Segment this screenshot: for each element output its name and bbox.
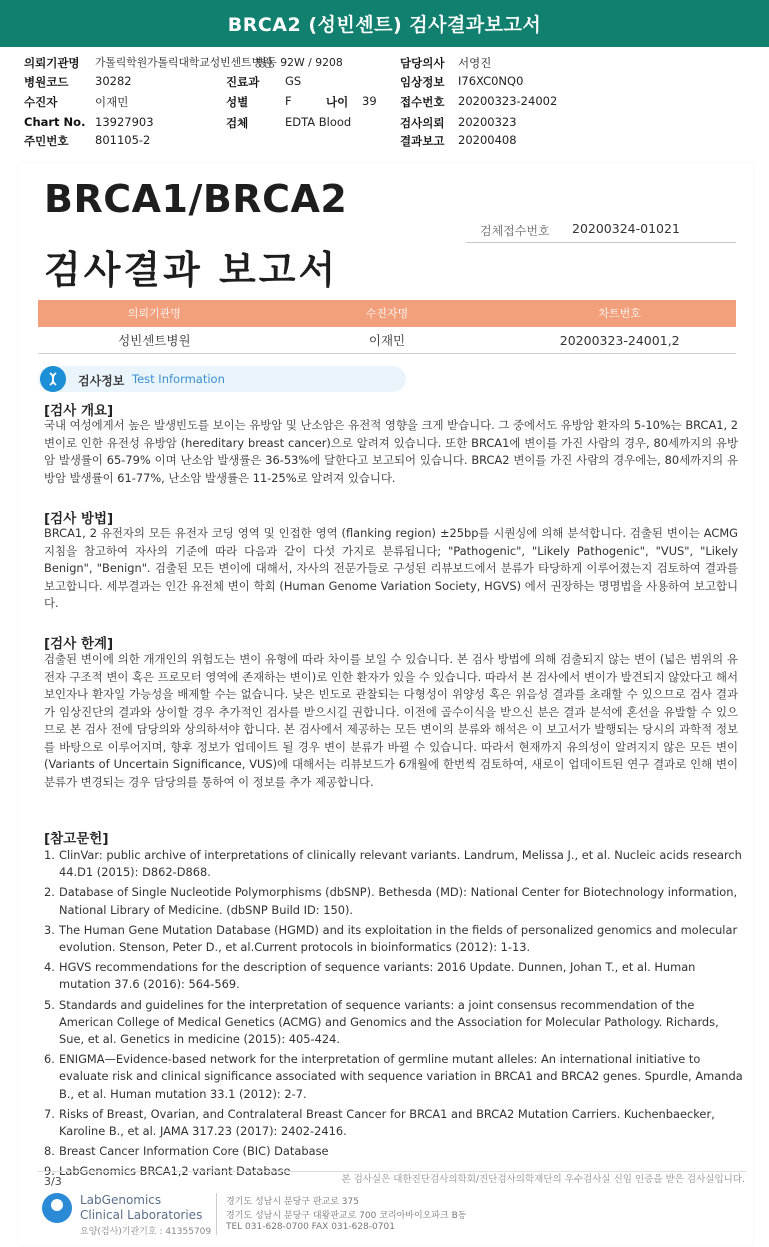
sample-number-box (466, 215, 736, 243)
lab-name: LabGenomics (80, 1193, 162, 1207)
meta-value: 39 (362, 94, 377, 108)
lab-subname: Clinical Laboratories (80, 1208, 203, 1222)
meta-label: 주민번호 (24, 134, 69, 148)
sample-number-label: 검체접수번호 (480, 224, 550, 238)
table-cell: 20200323-24001,2 (559, 333, 680, 348)
report-title-line1: BRCA1/BRCA2 (44, 177, 348, 221)
meta-label: 진료과 (226, 75, 260, 89)
meta-value: GS (285, 74, 302, 88)
reference-text: ENIGMA—Evidence-based network for the interpretation of germline mutant alleles: An international initiative to evaluate risk and clinical significance associated with sequence variation in BRCA1 and BRCA2 genes. Spurdle, Amanda B., et al. Human mutation 33.1 (2012): 2-7. (59, 1052, 743, 1101)
meta-label: 검체 (226, 116, 249, 130)
section-title-en: Test Information (132, 372, 225, 386)
table-header-cell: 수진자명 (365, 307, 409, 320)
footer-separator (216, 1193, 217, 1235)
meta-value: 가톨릭학원가톨릭대학교성빈센트병원 (95, 56, 273, 69)
list-item: 7. Risks of Breast, Ovarian, and Contralateral Breast Cancer for BRCA1 and BRCA2 Mutation Carriers. Kuchenbaecker, Karoline B., et al. JAMA 317.23 (2017): 2402-2416. (44, 1106, 715, 1139)
limitation-text: 검출된 변이에 의한 개개인의 위험도는 변이 유형에 따라 차이를 보일 수 있습니다. 본 검사 방법에 의해 검출되지 않는 변이 (넓은 범위의 유전자 구조적 변이 혹은 프로모터 영역에 존재하는 변이)로 인한 환자가 있을 수 있습니다. 따라서 본 검사에서 변이가 발견되지 않았다고 해서 보인자나 환자일 가능성을 배제할 수는 없습니다. 낮은 빈도로 관찰되는 다형성이 위양성 혹은 위음성 결과를 초래할 수 있으므로 검사 결과가 임상진단의 결과와 상이할 경우 추가적인 검사를 받으시길 권합니다. 이전에 골수이식을 받으신 분은 결과 분석에 혼선을 유발할 수 있으므로 본 검사 전에 담당의와 상의하셔야 합니다. 본 검사에서 제공하는 모든 변이의 분류와 해석은 이 보고서가 발행되는 당시의 과학적 정보를 바탕으로 이루어지며, 향후 정보가 업데이트 될 경우 변이 분류가 바뀔 수 있습니다. 따라서 현재까지 유의성이 알려지지 않은 모든 변이 (Variants of Uncertain Significance, VUS)에 대해서는 리뷰보드가 6개월에 한번씩 검토하여, 새로이 업데이트된 연구 결과로 인해 변이 분류가 변경되는 경우 담당의를 통하여 이 정보를 추가 제공합니다. (44, 652, 738, 789)
table-header-cell: 차트번호 (598, 307, 641, 320)
sample-number-value: 20200324-01021 (572, 221, 680, 236)
report-header-bar (0, 0, 769, 47)
list-item: 1. ClinVar: public archive of interpretations of clinically relevant variants. Landrum, Melissa J., et al. Nucleic acids research 44.D1 (2015): D862-D868. (44, 848, 742, 880)
reference-text: LabGenomics BRCA1,2 variant Database (59, 1164, 291, 1179)
lab-address-1: 경기도 성남시 분당구 판교로 375 (226, 1197, 359, 1207)
labgenomics-logo-icon (42, 1193, 72, 1223)
meta-row (0, 74, 769, 92)
meta-value: I76XC0NQ0 (458, 74, 524, 88)
meta-value: 병동 92W / 9208 (256, 56, 343, 69)
table-cell: 이재민 (368, 333, 406, 348)
meta-label: Chart No. (24, 115, 86, 129)
meta-row (0, 133, 769, 151)
references-heading: [참고문헌] (44, 831, 109, 847)
table-cell: 성빈센트병원 (118, 333, 191, 348)
report-page (18, 163, 753, 1245)
meta-label: 성별 (226, 95, 249, 109)
table-row (38, 327, 736, 354)
meta-value: 801105-2 (95, 133, 151, 147)
reference-text: HGVS recommendations for the description of sequence variants: 2016 Update. Dunnen, Johan T., et al. Human mutation 37.6 (2016): 564-569. (59, 960, 696, 992)
reference-text: Risks of Breast, Ovarian, and Contralateral Breast Cancer for BRCA1 and BRCA2 Mutation Carriers. Kuchenbaecker, Karoline B., et al. JAMA 317.23 (2017): 2402-2416. (59, 1106, 715, 1139)
meta-label: 병원코드 (24, 75, 69, 89)
meta-value: 20200323-24002 (458, 94, 558, 108)
page-number: 3/3 (44, 1175, 62, 1188)
meta-label: 담당의사 (400, 56, 445, 70)
list-item: 8. Breast Cancer Information Core (BIC) Database (44, 1144, 329, 1159)
reference-text: ClinVar: public archive of interpretations of clinically relevant variants. Landrum, Melissa J., et al. Nucleic acids research 44.D1 (2015): D862-D868. (59, 848, 742, 880)
patient-meta (0, 50, 769, 155)
meta-label: 임상정보 (400, 75, 445, 89)
test-info-section-banner (38, 366, 406, 392)
meta-row (0, 115, 769, 133)
meta-label: 나이 (326, 95, 349, 109)
meta-label: 수진자 (24, 95, 58, 109)
overview-text: 국내 여성에게서 높은 발생빈도를 보이는 유방암 및 난소암은 유전적 영향을 크게 받습니다. 그 중에서도 유방암 환자의 5-10%는 BRCA1, 2 변이로 인한 유전성 유방암 (hereditary breast cancer)으로 알려져 있습니다. 또한 BRCA1에 변이를 가진 사람의 경우, 80세까지의 유방암 발생률이 65-79% 이며 난소암 발생률은 36-53%에 달한다고 보고되어 있습니다. BRCA2 변이를 가진 사람의 경우에는, 80세까지의 유방암 발생률이 61-77%, 난소암 발생률은 11-25%로 알려져 있습니다. (44, 418, 738, 485)
list-item: 4. HGVS recommendations for the description of sequence variants: 2016 Update. Dunnen, Johan T., et al. Human mutation 37.6 (2016): 564-569. (44, 960, 696, 992)
list-item: 3. The Human Gene Mutation Database (HGMD) and its exploitation in the fields of personalized genomics and molecular evolution. Stenson, Peter D., et al.Current protocols in bioinformatics (2012): 1-13. (44, 922, 738, 955)
certification-note: 본 검사실은 대한진단검사의학회/진단검사의학재단의 우수검사실 신임 인증을 받은 검사실입니다. (341, 1174, 745, 1185)
meta-value: 서영진 (458, 56, 492, 70)
reference-text: Breast Cancer Information Core (BIC) Database (59, 1144, 329, 1159)
lab-registration: 요양(검사)기관기호 : 41355709 (80, 1227, 212, 1237)
list-item: 9. LabGenomics BRCA1,2 variant Database (44, 1164, 291, 1179)
meta-value: 20200408 (458, 133, 517, 147)
meta-row (0, 94, 769, 112)
references-list (44, 847, 744, 1184)
reference-text: Standards and guidelines for the interpretation of sequence variants: a joint consensus recommendation of the American College of Medical Genetics (ACMG) and Genomics and the Association for Molecular Pathology. Richards, Sue, et al. Genetics in medicine (2015): 405-424. (59, 997, 719, 1047)
report-title-line2: 검사결과 보고서 (44, 248, 339, 292)
meta-row (0, 55, 769, 73)
reference-text: Database of Single Nucleotide Polymorphisms (dbSNP). Bethesda (MD): National Center for Biotechnology information, National Library of Medicine. (dbSNP Build ID: 150). (59, 885, 738, 917)
overview-heading: [검사 개요] (44, 403, 114, 419)
meta-value: 이재민 (95, 95, 129, 109)
section-title-ko: 검사정보 (78, 374, 125, 388)
method-text: BRCA1, 2 유전자의 모든 유전자 코딩 영역 및 인접한 영역 (flanking region) ±25bp를 시퀀싱에 의해 분석합니다. 검출된 변이는 ACMG 지침을 참고하여 자사의 기준에 따라 다음과 같이 다섯 가지로 분류됩니다; "Pathogenic", "Likely Pathogenic", "VUS", "Likely Benign", "Benign". 검출된 모든 변이에 대해서, 자사의 전문가들로 구성된 리뷰보드에서 분류가 타당하게 이루어졌는지 검토하여 결과를 보고합니다. 세부결과는 인간 유전체 변이 학회 (Human Genome Variation Society, HGVS) 에서 권장하는 명명법을 사용하여 보고합니다. (44, 526, 738, 610)
lab-address-2: 경기도 성남시 분당구 대왕판교로 700 코리아바이오파크 B동 (226, 1211, 467, 1221)
meta-value: F (285, 94, 292, 108)
meta-value: 20200323 (458, 115, 517, 129)
list-item: 5. Standards and guidelines for the interpretation of sequence variants: a joint consensus recommendation of the American College of Medical Genetics (ACMG) and Genomics and the Association for Molecular Pathology. Richards, Sue, et al. Genetics in medicine (2015): 405-424. (44, 997, 719, 1047)
table-header-row (38, 300, 736, 327)
method-heading: [검사 방법] (44, 511, 114, 527)
table-header-cell: 의뢰기관명 (127, 307, 181, 320)
meta-label: 접수번호 (400, 95, 445, 109)
meta-value: EDTA Blood (285, 115, 352, 129)
list-item: 2. Database of Single Nucleotide Polymorphisms (dbSNP). Bethesda (MD): National Center for Biotechnology information, National Library of Medicine. (dbSNP Build ID: 150). (44, 885, 738, 917)
meta-value: 13927903 (95, 115, 154, 129)
meta-label: 의뢰기관명 (24, 56, 80, 70)
lab-contact: TEL 031-628-0700 FAX 031-628-0701 (226, 1222, 395, 1232)
meta-value: 30282 (95, 74, 132, 88)
reference-text: The Human Gene Mutation Database (HGMD) and its exploitation in the fields of personalized genomics and molecular evolution. Stenson, Peter D., et al.Current protocols in bioinformatics (2012): 1-13. (59, 922, 738, 955)
dna-ribbon-icon (40, 366, 66, 392)
limitation-heading: [검사 한계] (44, 636, 114, 652)
request-info-table (38, 300, 736, 354)
list-item: 6. ENIGMA—Evidence-based network for the interpretation of germline mutant alleles: An international initiative to evaluate risk and clinical significance associated with sequence variation in BRCA1 and BRCA2 genes. Spurdle, Amanda B., et al. Human mutation 33.1 (2012): 2-7. (44, 1052, 743, 1101)
report-header-title: BRCA2 (성빈센트) 검사결과보고서 (227, 14, 542, 36)
meta-label: 검사의뢰 (400, 116, 445, 130)
meta-label: 결과보고 (400, 134, 445, 148)
